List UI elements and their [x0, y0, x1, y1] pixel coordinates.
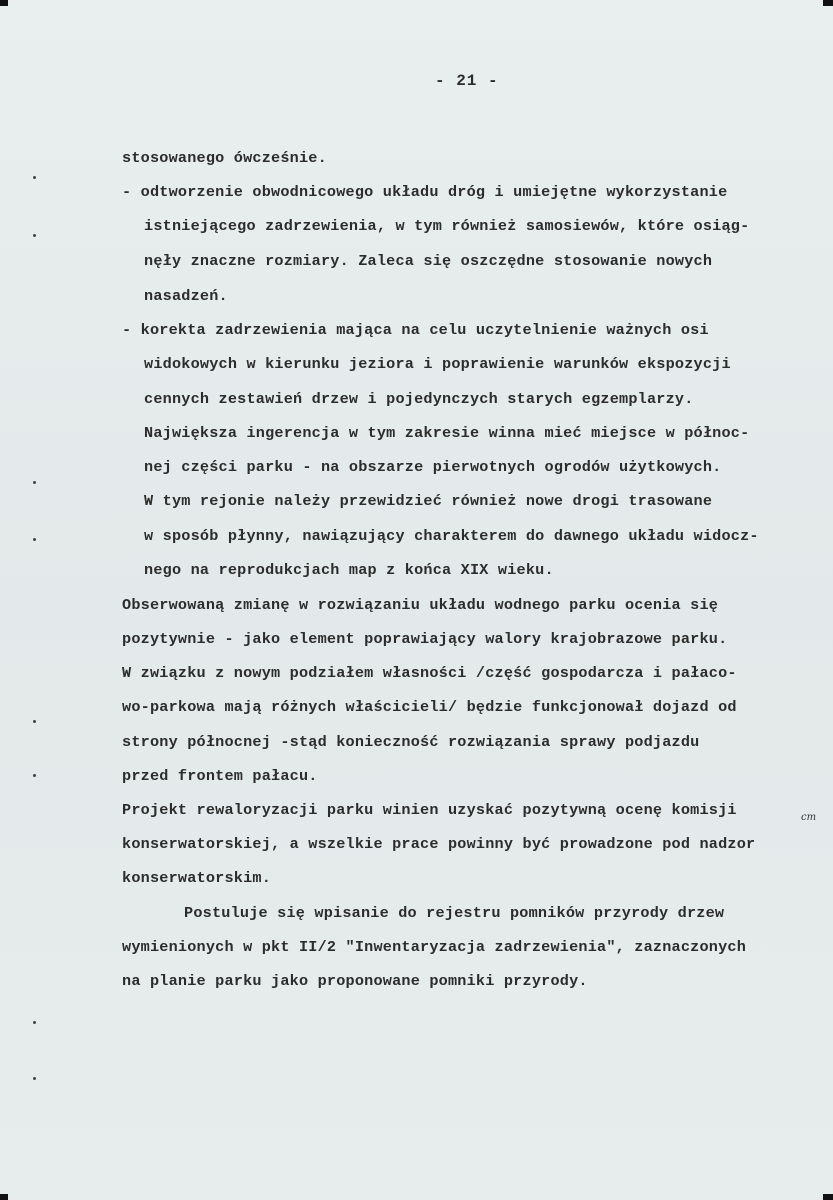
text-line: konserwatorskiej, a wszelkie prace powinny być prowadzone pod nadzor: [122, 835, 756, 853]
text-line: nasadzeń.: [144, 287, 228, 305]
text-line: strony północnej -stąd konieczność rozwiązania sprawy podjazdu: [122, 733, 700, 751]
scan-corner-mark: [823, 1194, 833, 1200]
margin-dot: [33, 234, 36, 237]
margin-dot: [33, 176, 36, 179]
margin-dot: [33, 481, 36, 484]
text-line: Obserwowaną zmianę w rozwiązaniu układu wodnego parku ocenia się: [122, 596, 719, 614]
text-line: W związku z nowym podziałem własności /część gospodarcza i pałaco-: [122, 664, 737, 682]
text-line: stosowanego ówcześnie.: [122, 149, 327, 167]
text-line: W tym rejonie należy przewidzieć również nowe drogi trasowane: [144, 492, 713, 510]
margin-dot: [33, 1077, 36, 1080]
text-line: widokowych w kierunku jeziora i poprawienie warunków ekspozycji: [144, 355, 731, 373]
text-line: wymienionych w pkt II/2 "Inwentaryzacja zadrzewienia", zaznaczonych: [122, 938, 747, 956]
text-line: w sposób płynny, nawiązujący charakterem do dawnego układu widocz-: [144, 527, 759, 545]
text-line: - odtworzenie obwodnicowego układu dróg i umiejętne wykorzystanie: [122, 183, 728, 201]
text-line: Projekt rewaloryzacji parku winien uzyskać pozytywną ocenę komisji: [122, 801, 737, 819]
text-line: istniejącego zadrzewienia, w tym również samosiewów, które osiąg-: [144, 217, 750, 235]
text-line: na planie parku jako proponowane pomniki przyrody.: [122, 972, 588, 990]
text-line: nej części parku - na obszarze pierwotnych ogrodów użytkowych.: [144, 458, 722, 476]
text-line: wo-parkowa mają różnych właścicieli/ będzie funkcjonował dojazd od: [122, 698, 737, 716]
text-line: przed frontem pałacu.: [122, 767, 318, 785]
text-line: - korekta zadrzewienia mająca na celu uczytelnienie ważnych osi: [122, 321, 709, 339]
margin-dot: [33, 1021, 36, 1024]
text-line: cennych zestawień drzew i pojedynczych starych egzemplarzy.: [144, 390, 694, 408]
scan-corner-mark: [0, 0, 8, 6]
handwritten-annotation: cm: [801, 812, 817, 823]
text-line: pozytywnie - jako element poprawiający walory krajobrazowe parku.: [122, 630, 728, 648]
scan-corner-mark: [823, 0, 833, 6]
text-line: Największa ingerencja w tym zakresie winna mieć miejsce w północ-: [144, 424, 750, 442]
margin-dot: [33, 538, 36, 541]
text-line: Postuluje się wpisanie do rejestru pomników przyrody drzew: [184, 904, 725, 922]
page-number: - 21 -: [435, 72, 499, 90]
scan-corner-mark: [0, 1194, 8, 1200]
text-line: konserwatorskim.: [122, 869, 272, 887]
margin-dot: [33, 774, 36, 777]
text-line: nęły znaczne rozmiary. Zaleca się oszczędne stosowanie nowych: [144, 252, 713, 270]
margin-dot: [33, 720, 36, 723]
text-line: nego na reprodukcjach map z końca XIX wieku.: [144, 561, 554, 579]
